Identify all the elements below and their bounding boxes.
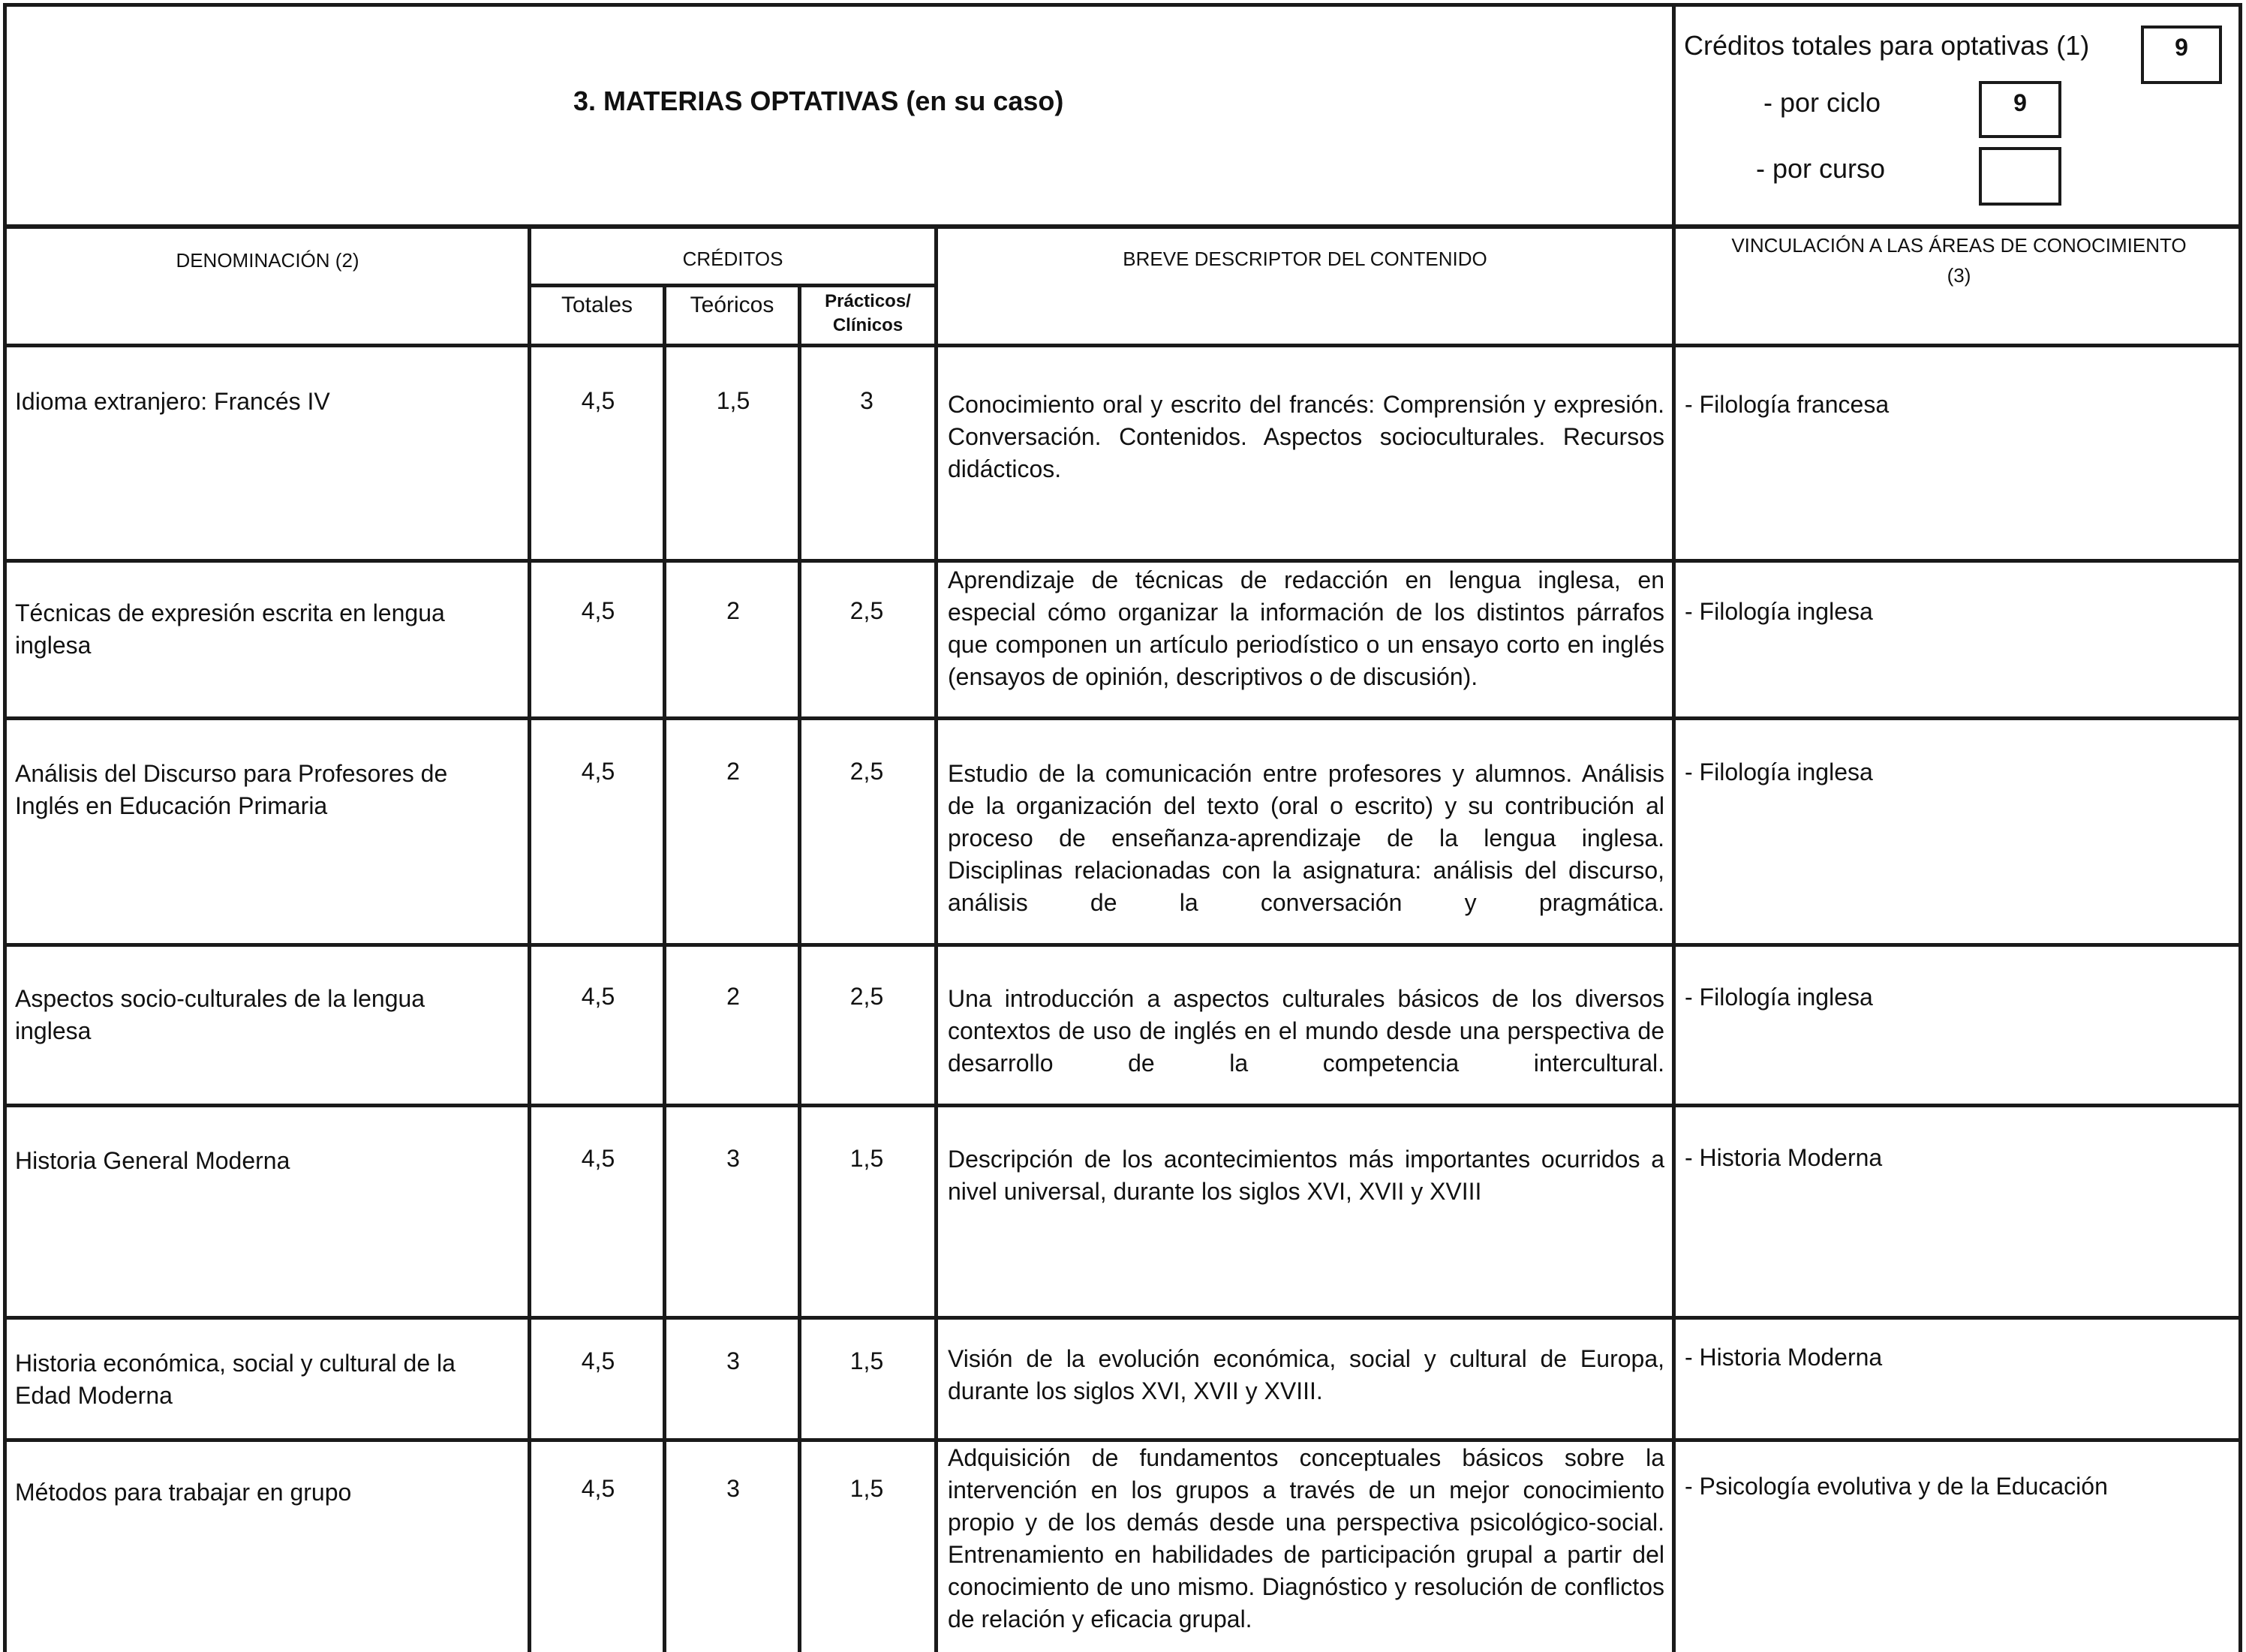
row-name: Historia económica, social y cultural de la Edad Moderna <box>15 1350 456 1409</box>
row-name: Historia General Moderna <box>15 1147 290 1174</box>
row-teoricos: 2 <box>726 758 740 785</box>
col-header-vinculacion: VINCULACIÓN A LAS ÁREAS DE CONOCIMIENTO <box>1731 234 2187 257</box>
row-teoricos: 3 <box>726 1145 740 1172</box>
col-header-denominacion: DENOMINACIÓN (2) <box>176 249 359 272</box>
row-area: - Historia Moderna <box>1685 1344 1883 1371</box>
row-line-1 <box>3 559 2242 563</box>
per-course-label: - por curso <box>1756 153 1886 184</box>
row-teoricos: 1,5 <box>716 387 750 414</box>
col-header-creditos: CRÉDITOS <box>682 248 783 270</box>
page-title: 3. MATERIAS OPTATIVAS (en su caso) <box>573 86 1064 116</box>
per-cycle-label: - por ciclo <box>1763 87 1881 118</box>
row-descriptor: Adquisición de fundamentos conceptuales básicos sobre la intervención en los grupos a través de un mejor conocimiento propio y de los demás desde una perspectiva psicológico-social. Entrenamiento en habilidades de participación grupal a partir del conocimiento de uno mismo. Diagnóstico y resolución de conflictos de relación y eficacia grupal. <box>948 1444 1664 1632</box>
row-descriptor: Conocimiento oral y escrito del francés: Comprensión y expresión. Conversación. Contenidos. Aspectos socioculturales. Recursos didácticos. <box>948 391 1664 482</box>
subheader-line <box>528 284 938 287</box>
row-descriptor: Descripción de los acontecimientos más importantes ocurridos a nivel universal, durante los siglos XVI, XVII y XVIII <box>948 1146 1664 1205</box>
header-bottom-line <box>3 344 2242 347</box>
col-header-descriptor: BREVE DESCRIPTOR DEL CONTENIDO <box>1123 248 1487 270</box>
col-header-practicos: Prácticos/ Clínicos <box>825 291 911 335</box>
row-name: Técnicas de expresión escrita en lengua inglesa <box>15 599 445 659</box>
credits-total-value: 9 <box>2141 26 2222 84</box>
row-teoricos: 2 <box>726 983 740 1010</box>
row-area: - Filología inglesa <box>1685 984 1873 1011</box>
row-totales: 4,5 <box>581 387 615 414</box>
row-line-3 <box>3 943 2242 947</box>
row-name: Análisis del Discurso para Profesores de Inglés en Educación Primaria <box>15 760 448 819</box>
col-divider-3 <box>798 285 801 1652</box>
row-practicos: 2,5 <box>849 597 884 624</box>
row-teoricos: 3 <box>726 1347 740 1374</box>
row-practicos: 1,5 <box>849 1475 884 1502</box>
row-practicos: 2,5 <box>849 758 884 785</box>
row-area: - Filología inglesa <box>1685 598 1873 625</box>
row-practicos: 1,5 <box>849 1145 884 1172</box>
row-descriptor: Visión de la evolución económica, social y cultural de Europa, durante los siglos XVI, XVII y XVIII. <box>948 1345 1664 1404</box>
col-header-totales: Totales <box>561 293 633 317</box>
row-totales: 4,5 <box>581 1145 615 1172</box>
row-totales: 4,5 <box>581 1347 615 1374</box>
header-divider <box>1672 3 1676 228</box>
col-header-vinculacion-note: (3) <box>1947 264 1971 287</box>
col-divider-2 <box>663 285 666 1652</box>
per-course-value <box>1979 147 2061 206</box>
col-header-teoricos: Teóricos <box>690 293 774 317</box>
row-totales: 4,5 <box>581 983 615 1010</box>
row-name: Idioma extranjero: Francés IV <box>15 388 330 415</box>
row-line-2 <box>3 716 2242 720</box>
row-descriptor: Una introducción a aspectos culturales básicos de los diversos contextos de uso de inglés en el mundo desde una perspectiva de desarrollo de la competencia intercultural. <box>948 985 1664 1077</box>
row-area: - Psicología evolutiva y de la Educación <box>1685 1473 2108 1500</box>
row-practicos: 1,5 <box>849 1347 884 1374</box>
row-line-5 <box>3 1316 2242 1320</box>
row-teoricos: 2 <box>726 597 740 624</box>
row-totales: 4,5 <box>581 1475 615 1502</box>
row-descriptor: Estudio de la comunicación entre profesores y alumnos. Análisis de la organización del texto (oral o escrito) y su contribución al proceso de enseñanza-aprendizaje de la lengua inglesa. Disciplinas relacionadas con la asignatura: análisis del discurso, análisis de la conversación y pragmática. <box>948 760 1664 916</box>
per-cycle-value: 9 <box>1979 81 2061 138</box>
row-name: Métodos para trabajar en grupo <box>15 1479 352 1506</box>
row-line-4 <box>3 1104 2242 1107</box>
row-practicos: 3 <box>860 387 873 414</box>
row-practicos: 2,5 <box>849 983 884 1010</box>
row-name: Aspectos socio-culturales de la lengua inglesa <box>15 985 425 1044</box>
row-totales: 4,5 <box>581 758 615 785</box>
row-totales: 4,5 <box>581 597 615 624</box>
row-area: - Filología francesa <box>1685 391 1890 418</box>
row-teoricos: 3 <box>726 1475 740 1502</box>
row-area: - Filología inglesa <box>1685 758 1873 785</box>
row-area: - Historia Moderna <box>1685 1144 1883 1171</box>
credits-total-label: Créditos totales para optativas (1) <box>1684 30 2090 61</box>
row-descriptor: Aprendizaje de técnicas de redacción en lengua inglesa, en especial cómo organizar la información de los distintos párrafos que componen un artículo periodístico o un ensayo corto en inglés (ensayos de opinión, descriptivos o de discusión). <box>948 566 1664 690</box>
